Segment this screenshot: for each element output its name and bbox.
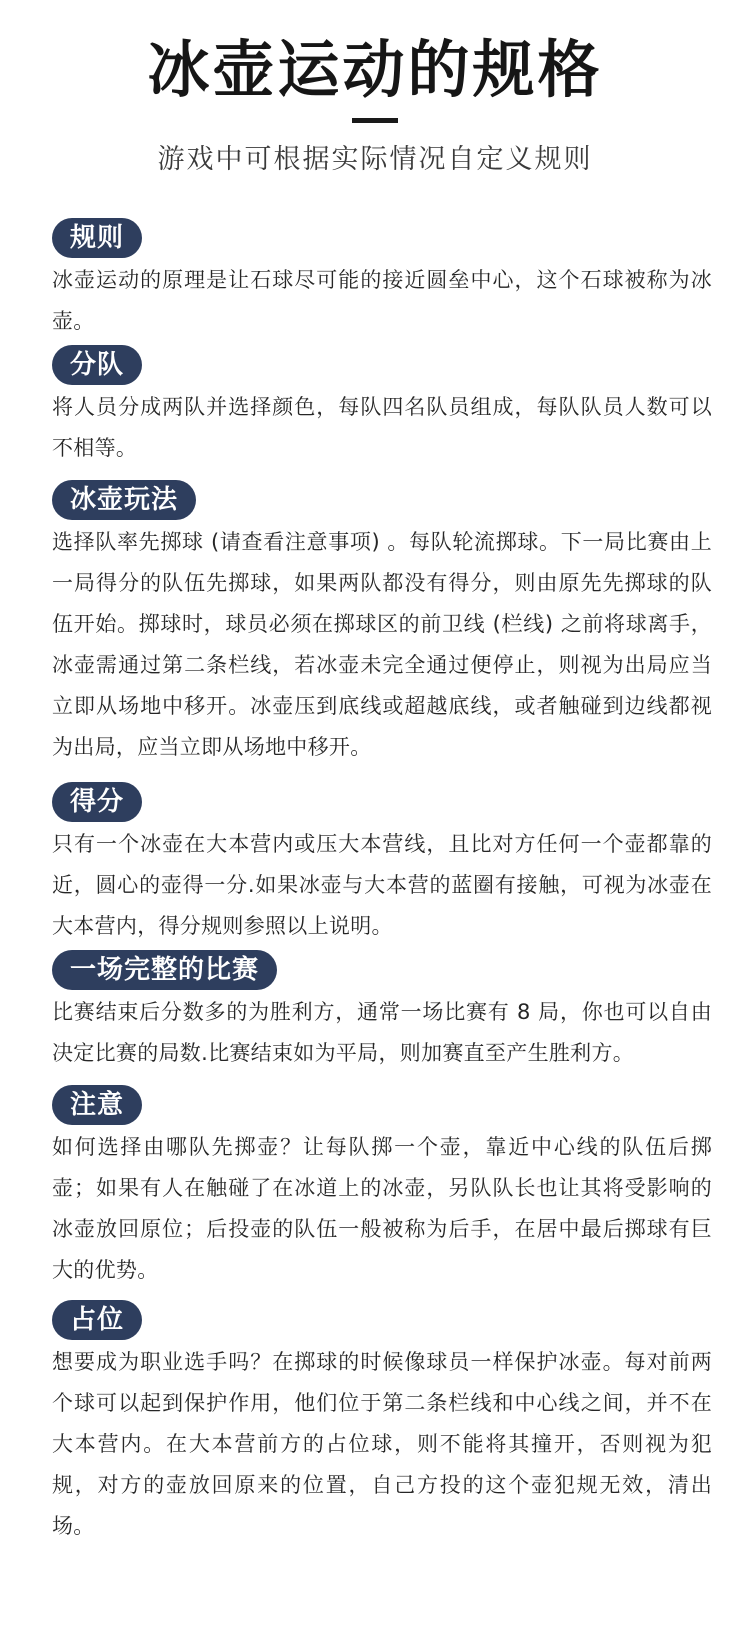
section-body: 只有一个冰壶在大本营内或压大本营线，且比对方任何一个壶都靠的近，圆心的壶得一分.如果冰壶与大本营的蓝圈有接触，可视为冰壶在大本营内，得分规则参照以上说明。 xyxy=(52,832,712,938)
section-rules xyxy=(52,218,712,342)
section-full-match xyxy=(52,950,712,1074)
section-body: 将人员分成两队并选择颜色，每队四名队员组成，每队队员人数可以不相等。 xyxy=(52,395,712,460)
section-gameplay xyxy=(52,480,712,768)
title-underline xyxy=(352,118,398,123)
section-heading: 规则 xyxy=(52,218,142,258)
page-title: 冰壶运动的规格 xyxy=(147,33,603,106)
section-body: 如何选择由哪队先掷壶？让每队掷一个壶，靠近中心线的队伍后掷壶；如果有人在触碰了在冰道上的冰壶，另队队长也让其将受影响的冰壶放回原位；后投壶的队伍一般被称为后手，在居中最后掷球有巨大的优势。 xyxy=(52,1135,712,1282)
section-body: 想要成为职业选手吗？在掷球的时候像球员一样保护冰壶。每对前两个球可以起到保护作用，他们位于第二条栏线和中心线之间，并不在大本营内。在大本营前方的占位球，则不能将其撞开，否则视为犯规，对方的壶放回原来的位置，自己方投的这个壶犯规无效，清出场。 xyxy=(52,1350,712,1538)
section-heading: 占位 xyxy=(52,1300,142,1340)
section-scoring xyxy=(52,782,712,947)
section-heading: 得分 xyxy=(52,782,142,822)
page-subtitle: 游戏中可根据实际情况自定义规则 xyxy=(157,144,593,175)
section-heading: 分队 xyxy=(52,345,142,385)
section-teams xyxy=(52,345,712,469)
section-body: 比赛结束后分数多的为胜利方，通常一场比赛有 8 局，你也可以自由决定比赛的局数.比赛结束如为平局，则加赛直至产生胜利方。 xyxy=(52,1000,712,1065)
section-body: 选择队率先掷球 (请查看注意事项) 。每队轮流掷球。下一局比赛由上一局得分的队伍先掷球，如果两队都没有得分，则由原先先掷球的队伍开始。掷球时，球员必须在掷球区的前卫线 (栏线) 之前将球离手，冰壶需通过第二条栏线，若冰壶未完全通过便停止，则视为出局应当立即从场地中移开。冰壶压到底线或超越底线，或者触碰到边线都视为出局，应当立即从场地中移开。 xyxy=(52,530,712,759)
section-body: 冰壶运动的原理是让石球尽可能的接近圆垒中心，这个石球被称为冰壶。 xyxy=(52,268,712,333)
section-guard xyxy=(52,1300,712,1547)
section-heading: 一场完整的比赛 xyxy=(52,950,277,990)
section-heading: 冰壶玩法 xyxy=(52,480,196,520)
section-notes xyxy=(52,1085,712,1291)
section-heading: 注意 xyxy=(52,1085,142,1125)
